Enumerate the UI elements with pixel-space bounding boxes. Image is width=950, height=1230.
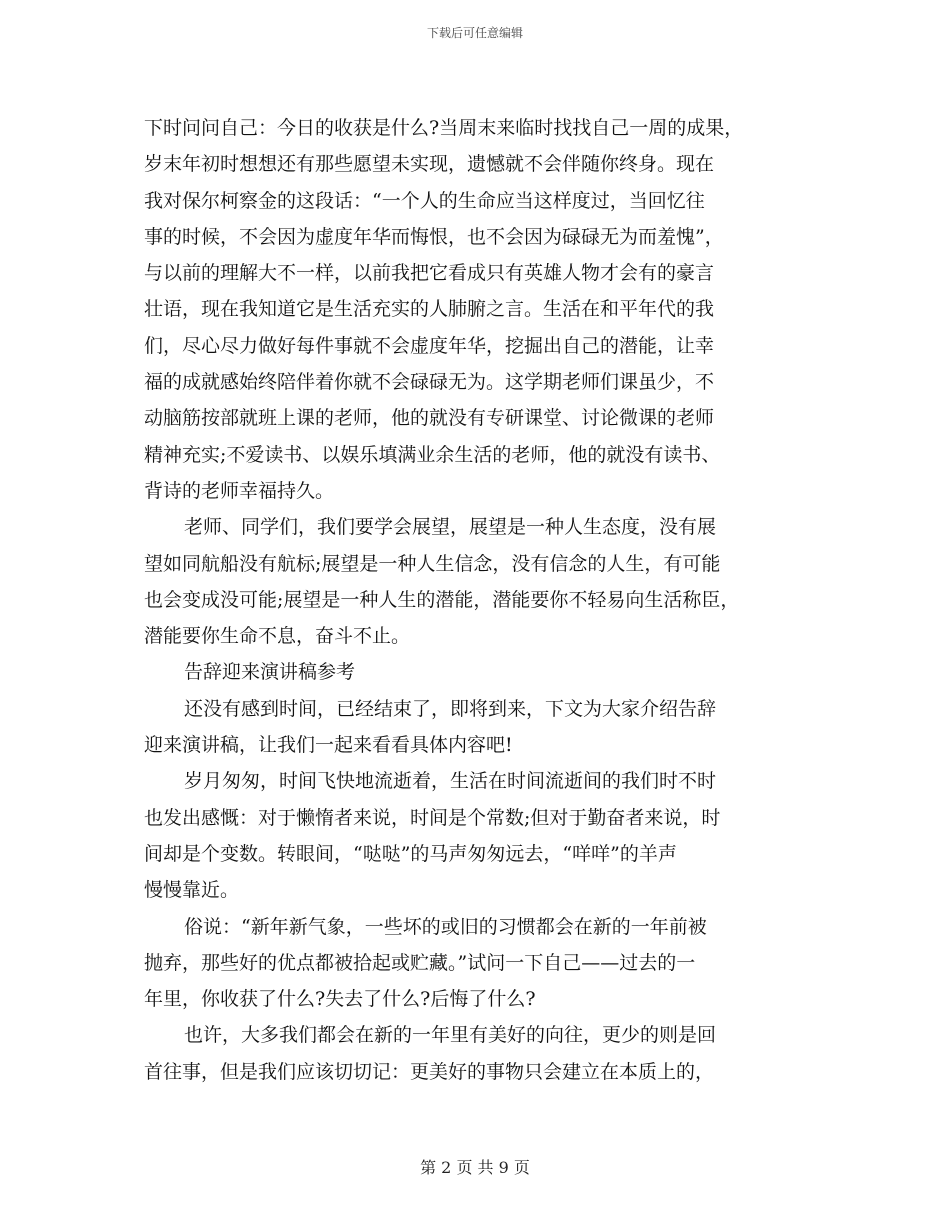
text-line: 动脑筋按部就班上课的老师，他的就没有专研课堂、讨论微课的老师 — [144, 407, 715, 430]
text-line: 下时问问自己：今日的收获是什么?当周末来临时找找自己一周的成果， — [144, 117, 744, 139]
text-line: 望如同航船没有航标;展望是一种人生信念，没有信念的人生，有可能 — [144, 552, 721, 575]
document-body — [144, 110, 824, 1090]
text-line: 年里，你收获了什么?失去了什么?后悔了什么? — [144, 988, 536, 1011]
page-header: 下载后可任意编辑 — [426, 26, 523, 40]
text-line: 慢慢靠近。 — [144, 879, 240, 902]
text-line: 也会变成没可能;展望是一种人生的潜能，潜能要你不轻易向生活称臣， — [144, 588, 740, 611]
text-line: 也许，大多我们都会在新的一年里有美好的向往，更少的则是回 — [184, 1024, 717, 1047]
text-line: 们，尽心尽力做好每件事就不会虚度年华，挖掘出自己的潜能，让幸 — [144, 334, 715, 357]
page-footer: 第 2 页 共 9 页 — [420, 1158, 530, 1177]
text-line: 潜能要你生命不息，奋斗不止。 — [144, 625, 411, 648]
text-line: 壮语，现在我知道它是生活充实的人肺腑之言。生活在和平年代的我 — [144, 298, 715, 321]
text-line: 俗说：“新年新气象，一些坏的或旧的习惯都会在新的一年前被 — [184, 915, 707, 938]
text-line: 与以前的理解大不一样，以前我把它看成只有英雄人物才会有的豪言 — [144, 262, 715, 285]
text-line: 老师、同学们，我们要学会展望，展望是一种人生态度，没有展 — [184, 516, 717, 539]
text-line: 还没有感到时间，已经结束了，即将到来，下文为大家介绍告辞 — [184, 697, 717, 720]
text-line: 精神充实;不爱读书、以娱乐填满业余生活的老师，他的就没有读书、 — [144, 443, 721, 466]
text-line: 首往事，但是我们应该切切记：更美好的事物只会建立在本质上的， — [144, 1060, 715, 1083]
text-line: 岁末年初时想想还有那些愿望未实现，遗憾就不会伴随你终身。现在 — [144, 153, 715, 176]
text-line: 间却是个变数。转眼间，“哒哒”的马声匆匆远去，“咩咩”的羊声 — [144, 842, 677, 865]
text-line: 背诗的老师幸福持久。 — [144, 479, 335, 502]
text-line: 福的成就感始终陪伴着你就不会碌碌无为。这学期老师们课虽少，不 — [144, 371, 715, 394]
text-line: 岁月匆匆，时间飞快地流逝着，生活在时间流逝间的我们时不时 — [184, 770, 717, 793]
text-line: 我对保尔柯察金的这段话：“一个人的生命应当这样度过，当回忆往 — [144, 189, 705, 212]
text-line: 抛弃，那些好的优点都被拾起或贮藏。”试问一下自己——过去的一 — [144, 951, 696, 974]
text-line: 事的时候，不会因为虚度年华而悔恨，也不会因为碌碌无为而羞愧”， — [144, 225, 724, 248]
text-line: 告辞迎来演讲稿参考 — [184, 661, 356, 684]
text-line: 迎来演讲稿，让我们一起来看看具体内容吧! — [144, 734, 513, 757]
text-line: 也发出感慨：对于懒惰者来说，时间是个常数;但对于勤奋者来说，时 — [144, 806, 721, 829]
